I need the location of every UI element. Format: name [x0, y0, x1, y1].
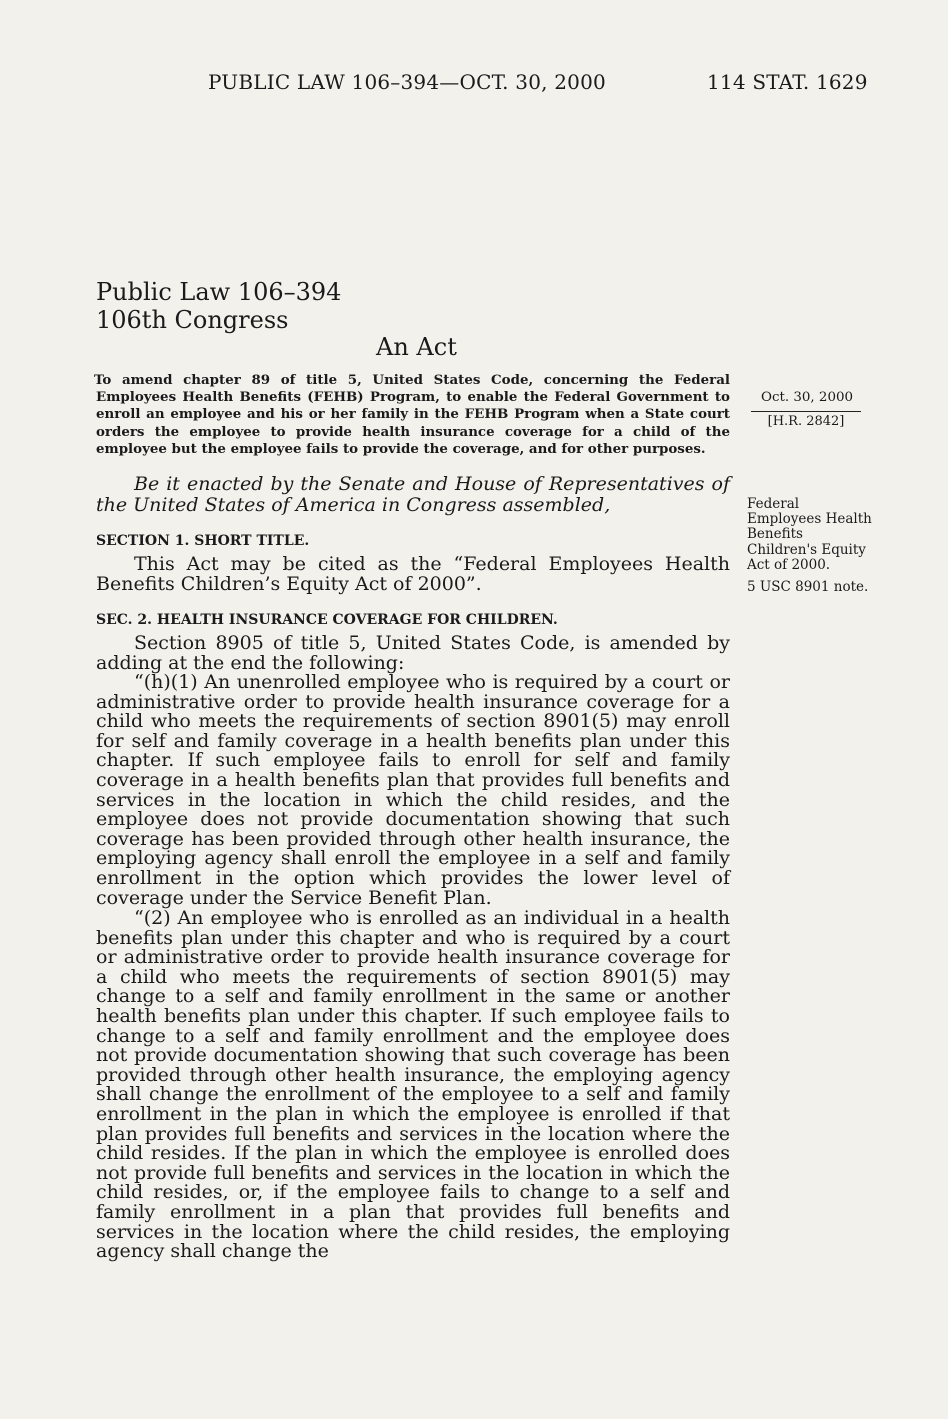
long-title: To amend chapter 89 of title 5, United States Code, concerning the Federal Employees Health Benefits (FEHB) Program, to enable the Federal Government to enroll an employee and his or her family in the FEHB Program when a State court orders the employee to provide health insurance coverage for a child of the employee but the employee fails to provide the coverage, and for other purposes.: [94, 372, 730, 457]
margin-date: Oct. 30, 2000: [761, 390, 854, 405]
section-2-intro: Section 8905 of title 5, United States Code, is amended by adding at the end the following:: [96, 632, 730, 674]
congress-number: 106th Congress: [96, 306, 289, 334]
subsection-h2-text: “(2) An employee who is enrolled as an individual in a health benefits plan under this chapter and who is required by a court or administrative order to provide health insurance coverage for a child who meets the requirements of section 8901(5) may change to a self and family enrollment in the same or another health benefits plan under this chapter. If such employee fails to change to a self and family enrollment and the employee does not provide documentation showing that such coverage has been provided through other health insurance, the employing agency shall change the enrollment of the employee to a self and family enrollment in the plan in which the employee is enrolled if that plan provides full benefits and services in the location where the child resides. If the plan in which the employee is enrolled does not provide full benefits and services in the location in which the child resides, or, if the employee fails to change to a self and family enrollment in a plan that provides full benefits and services in the location where the child resides, the employing agency shall change the: [96, 907, 730, 1263]
margin-bill-number: [H.R. 2842]: [751, 411, 861, 429]
margin-note-usc: 5 USC 8901 note.: [747, 579, 869, 595]
subsection-h1-text: “(h)(1) An unenrolled employee who is required by a court or administrative order to provide health insurance coverage for a child who meets the requirements of section 8901(5) may enroll for self and family coverage in a health benefits plan under this chapter. If such employee fails to enroll for self and family coverage in a health benefits plan that provides full benefits and services in the location in which the child resides, and the employee does not provide documentation showing that such coverage has been provided through other health insurance, the employing agency shall enroll the employee in a self and family enrollment in the option which provides the lower level of coverage under the Service Benefit Plan.: [96, 671, 730, 909]
enacting-clause: Be it enacted by the Senate and House of Representatives of the United States of America in Congress assembled,: [96, 473, 730, 516]
law-number: Public Law 106–394: [96, 278, 342, 306]
section-1-text: This Act may be cited as the “Federal Employees Health Benefits Children’s Equity Act of 2000”.: [96, 553, 730, 595]
section-2-heading: SEC. 2. HEALTH INSURANCE COVERAGE FOR CHILDREN.: [96, 612, 558, 628]
margin-note-short-title: Federal Employees Health Benefits Children's Equity Act of 2000.: [747, 496, 872, 573]
section-1-heading: SECTION 1. SHORT TITLE.: [96, 533, 310, 549]
act-label: An Act: [376, 333, 457, 361]
running-head-left: PUBLIC LAW 106–394—OCT. 30, 2000: [208, 70, 606, 94]
running-head-right: 114 STAT. 1629: [707, 70, 868, 94]
